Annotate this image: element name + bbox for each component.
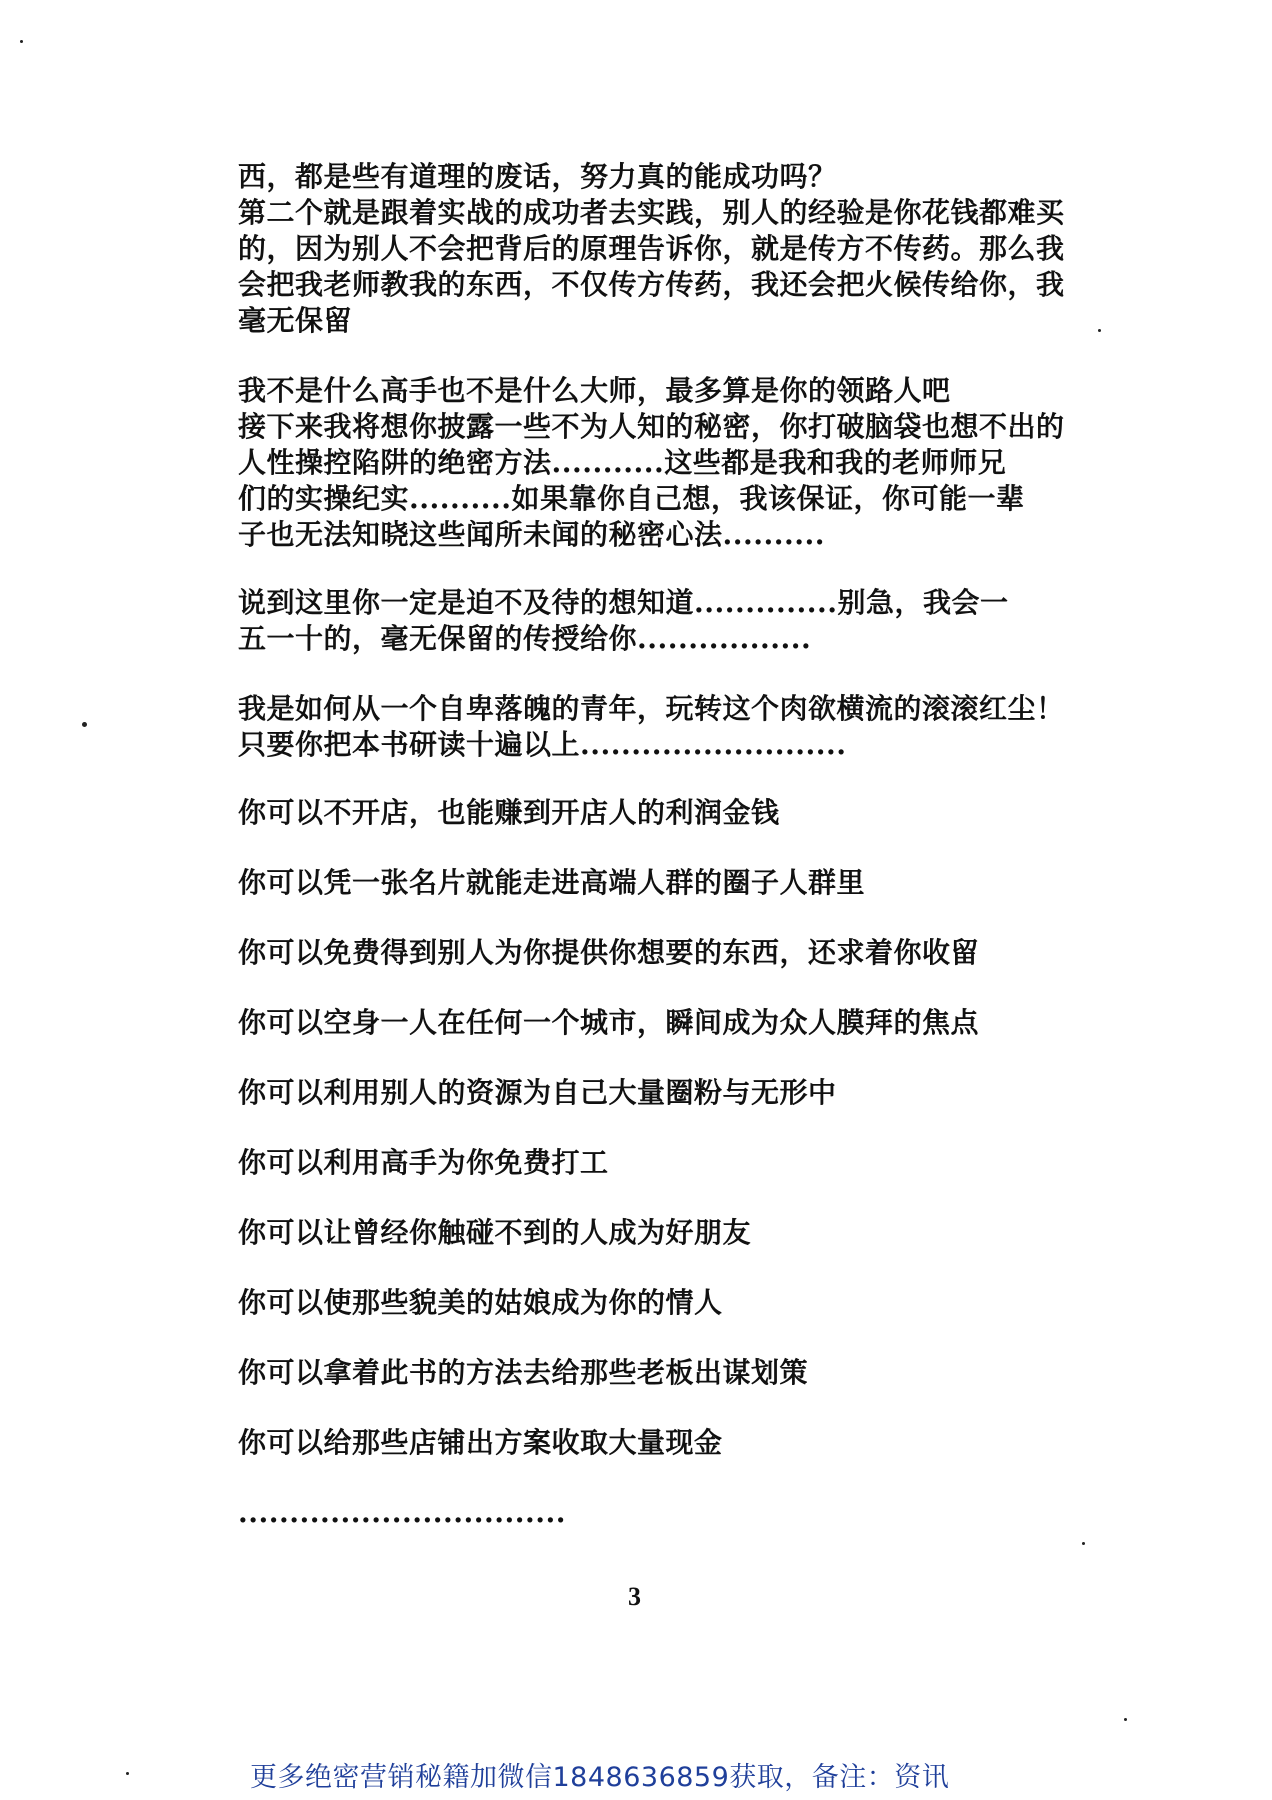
text-line: 的，因为别人不会把背后的原理告诉你，就是传方不传药。那么我 — [238, 232, 1065, 265]
text-line: 人性操控陷阱的绝密方法...........这些都是我和我的老师师兄 — [238, 446, 1007, 479]
page-number: 3 — [628, 1582, 641, 1611]
scan-speck — [20, 40, 23, 43]
scan-speck — [1124, 1718, 1127, 1721]
list-item: 你可以拿着此书的方法去给那些老板出谋划策 — [238, 1356, 809, 1389]
text-line: 第二个就是跟着实战的成功者去实践，别人的经验是你花钱都难买 — [238, 196, 1065, 229]
scan-speck — [126, 1772, 129, 1775]
text-line: 只要你把本书研读十遍以上.......................... — [238, 728, 847, 761]
list-item: 你可以凭一张名片就能走进高端人群的圈子人群里 — [238, 866, 866, 899]
text-line: 接下来我将想你披露一些不为人知的秘密，你打破脑袋也想不出的 — [238, 410, 1065, 443]
text-line: 子也无法知晓这些闻所未闻的秘密心法.......... — [238, 518, 825, 551]
list-item: 你可以让曾经你触碰不到的人成为好朋友 — [238, 1216, 752, 1249]
list-item: 你可以空身一人在任何一个城市，瞬间成为众人膜拜的焦点 — [238, 1006, 980, 1039]
list-item: 你可以利用高手为你免费打工 — [238, 1146, 609, 1179]
text-line: 五一十的，毫无保留的传授给你................. — [238, 622, 812, 655]
list-item: 你可以给那些店铺出方案收取大量现金 — [238, 1426, 723, 1459]
ellipsis-line: ................................ — [238, 1496, 566, 1529]
text-line: 说到这里你一定是迫不及待的想知道..............别急，我会一 — [238, 586, 1009, 619]
text-line: 西，都是些有道理的废话，努力真的能成功吗？ — [238, 160, 837, 193]
list-item: 你可以利用别人的资源为自己大量圈粉与无形中 — [238, 1076, 837, 1109]
text-line: 毫无保留 — [238, 304, 353, 337]
text-line: 会把我老师教我的东西，不仅传方传药，我还会把火候传给你，我 — [238, 268, 1065, 301]
list-item: 你可以使那些貌美的姑娘成为你的情人 — [238, 1286, 723, 1319]
scan-speck — [1082, 1542, 1085, 1545]
scan-speck — [1098, 329, 1101, 332]
text-line: 们的实操纪实..........如果靠你自己想，我该保证，你可能一辈 — [238, 482, 1025, 515]
scan-speck — [82, 722, 87, 727]
list-item: 你可以免费得到别人为你提供你想要的东西，还求着你收留 — [238, 936, 980, 969]
list-item: 你可以不开店，也能赚到开店人的利润金钱 — [238, 796, 780, 829]
text-line: 我是如何从一个自卑落魄的青年，玩转这个肉欲横流的滚滚红尘！ — [238, 692, 1065, 725]
text-line: 我不是什么高手也不是什么大师，最多算是你的领路人吧 — [238, 374, 951, 407]
footer-watermark: 更多绝密营销秘籍加微信1848636859获取，备注：资讯 — [250, 1762, 950, 1793]
